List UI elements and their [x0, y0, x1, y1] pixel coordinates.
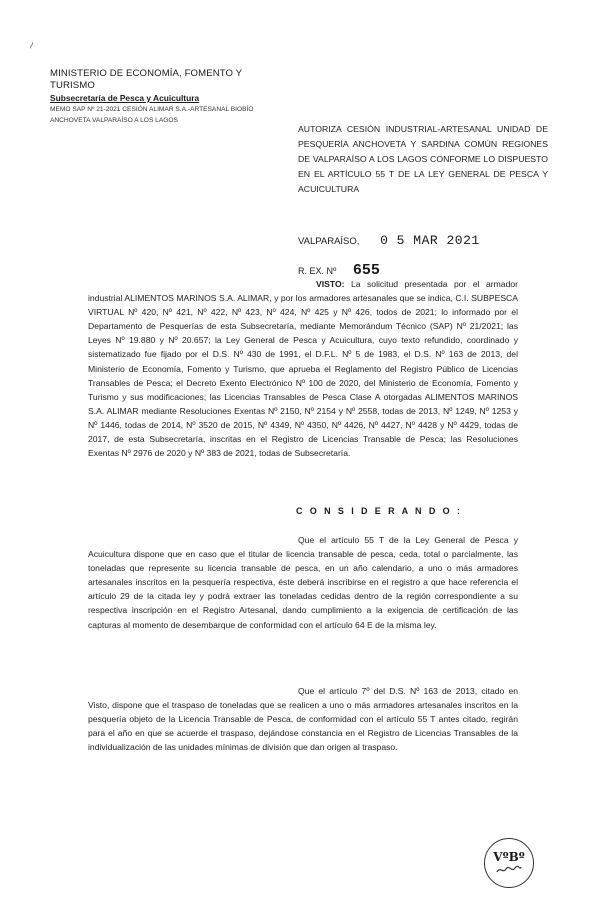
corner-handwritten-mark: ~: [25, 39, 39, 52]
stamped-date: 0 5 MAR 2021: [380, 233, 480, 248]
visto-section: [88, 277, 518, 460]
approval-stamp: [484, 838, 534, 888]
place-and-date: [298, 233, 480, 248]
memo-reference-line-1: MEMO SAP Nº 21-2021 CESIÓN ALIMAR S.A.-ARTESANAL BIOBÍO: [50, 106, 254, 113]
stamp-text: VºBº: [493, 850, 525, 864]
considerando-paragraph-1: [88, 533, 518, 632]
letterhead: [50, 68, 280, 126]
visto-heading: VISTO:: [316, 279, 345, 289]
considerando-heading: C O N S I D E R A N D O :: [296, 506, 463, 516]
considerando-para2-text: Que el artículo 7º del D.S. Nº 163 de 2013, citado en Visto, dispone que el traspaso de toneladas que se realicen a uno o más armadores artesanales inscritos en la pesquería objeto de la Licencia Transable de Pesca, de conformidad con el artículo 55 T antes citado, regirán para el año en que se acuerde el traspaso, dejándose constancia en el Registro de Licencias Transables de la individualización de las unidades mínimas de división que dan origen al traspaso.: [88, 686, 518, 753]
resolution-title: AUTORIZA CESIÓN INDUSTRIAL-ARTESANAL UNIDAD DE PESQUERÍA ANCHOVETA Y SARDINA COMÚN REGIONES DE VALPARAÍSO A LOS LAGOS CONFORME LO DISPUESTO EN EL ARTÍCULO 55 T DE LA LEY GENERAL DE PESCA Y ACUICULTURA: [298, 124, 548, 194]
signature-scribble-icon: [496, 865, 522, 875]
rex-number: 655: [352, 262, 380, 279]
visto-text: La solicitud presentada por el armador industrial ALIMENTOS MARINOS S.A. ALIMAR, y por los armadores artesanales que se indica, C.I. SUBPESCA VIRTUAL Nº 420, Nº 421, Nº 422, Nº 423, Nº 424, Nº 425 y Nº 426, todos de 2021; lo informado por el Departamento de Pesquerías de esta Subsecretaría, mediante Memorándum Técnico (SAP) Nº 21/2021; las Leyes Nº 19.880 y Nº 20.657; la Ley General de Pesca y Acuicultura, cuyo texto refundido, coordinado y sistematizado fue fijado por el D.S. Nº 430 de 1991, el D.F.L. Nº 5 de 1983, el D.S. Nº 163 de 2013, del Ministerio de Economía, Fomento y Turismo, que aprueba el Reglamento del Registro Público de Licencias Transables de Pesca; el Decreto Exento Electrónico Nº 100 de 2020, del Ministerio de Economía, Fomento y Turismo y sus modificaciones; las Licencias Transables de Pesca Clase A otorgadas ALIMENTOS MARINOS S.A. ALIMAR mediante Resoluciones Exentas Nº 2150, Nº 2154 y Nº 2558, todas de 2013, Nº 1249, Nº 1253 y Nº 1446, todas de 2014, Nº 3520 de 2015, Nº 4349, Nº 4350, Nº 4426, Nº 4427, Nº 4428 y Nº 4429, todas de 2017, de esta Subsecretaría, inscritas en el Registro de Licencias Transable de Pesca; las Resoluciones Exentas Nº 2976 de 2020 y Nº 383 de 2021, todas de Subsecretaría.: [88, 279, 519, 459]
memo-reference-line-2: ANCHOVETA VALPARAÍSO A LOS LAGOS: [50, 117, 178, 124]
considerando-para1-text: Que el artículo 55 T de la Ley General de Pesca y Acuicultura dispone que en caso que el titular de licencia transable de pesca, ceda, total o parcialmente, las toneladas que represente su licencia transable de pesca, en un año calendario, a uno o más armadores artesanales inscritos en la pesquería respectiva, éste deberá inscribirse en el registro a que hace referencia el artículo 29 de la citada ley y podrá extraer las toneladas cedidas dentro de la región correspondiente a su respectiva inscripción en el Registro Artesanal, dando cumplimiento a la exigencia de certificación de las capturas al momento de desembarque de conformidad con el artículo 64 E de la misma ley.: [88, 535, 518, 630]
considerando-paragraph-2: [88, 684, 518, 754]
ministry-name: MINISTERIO DE ECONOMÍA, FOMENTO Y TURISMO: [50, 68, 242, 91]
rex-label: R. EX. Nº: [298, 266, 337, 276]
place: VALPARAÍSO,: [298, 236, 360, 247]
subsecretaria-name: Subsecretaría de Pesca y Acuicultura: [50, 93, 200, 103]
